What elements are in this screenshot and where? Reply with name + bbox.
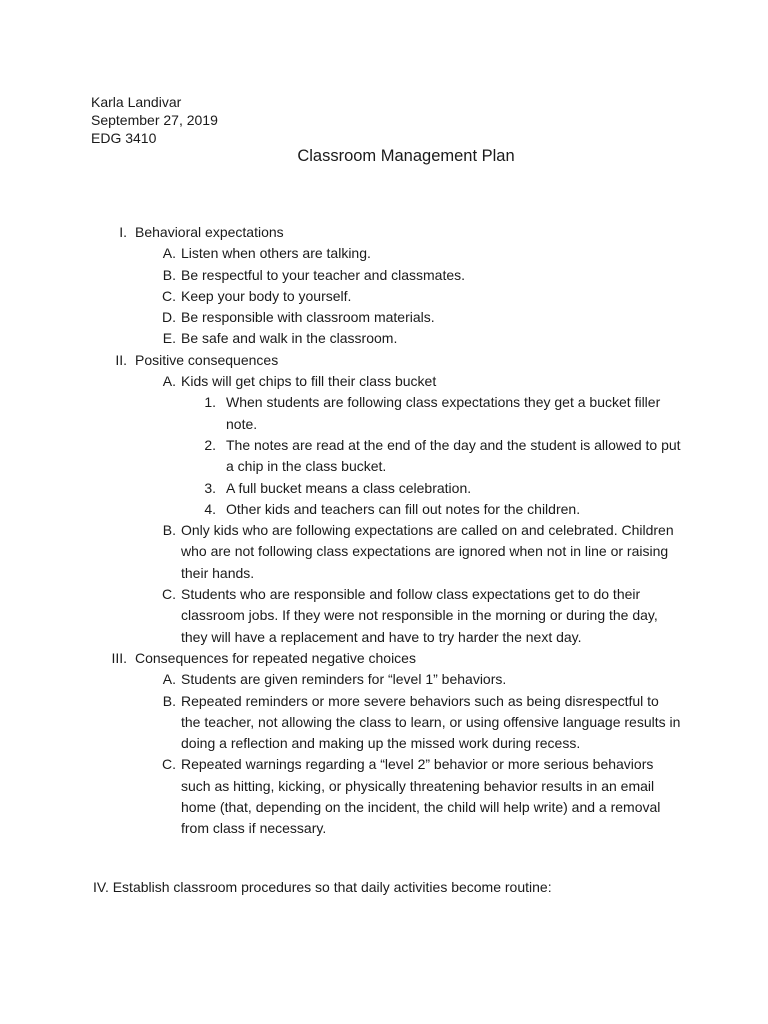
section-title: Positive consequences: [135, 351, 279, 368]
item-text: Only kids who are following expectations are called on and celebrated. Children who are not following class expectations are ignored when not in line or raising their hands.: [181, 522, 674, 581]
section-numeral: I.: [119, 224, 127, 240]
item-letter: B.: [162, 692, 176, 709]
list-item: [0, 669, 768, 690]
document-date: September 27, 2019: [91, 112, 218, 128]
section-title: Behavioral expectations: [135, 224, 284, 240]
section-heading: [0, 350, 768, 371]
item-text: Repeated warnings regarding a “level 2” behavior or more serious behaviors such as hitting, kicking, or physically threatening behavior results in an email home (that, depending on the incident, the child will help write) and a removal from class if necessary.: [181, 756, 661, 837]
sub-item-text: When students are following class expectations they get a bucket filler note.: [226, 394, 661, 432]
item-letter: B.: [162, 522, 176, 539]
sub-list-item: [0, 435, 768, 478]
sub-item-text: A full bucket means a class celebration.: [226, 479, 472, 496]
document-header: [91, 93, 218, 147]
sub-item-number: 4.: [204, 500, 216, 517]
section-heading: [0, 222, 768, 243]
item-letter: C.: [162, 756, 176, 773]
item-text: Listen when others are talking.: [181, 245, 371, 262]
item-letter: D.: [162, 309, 176, 326]
item-text: Repeated reminders or more severe behaviors such as being disrespectful to the teacher, not allowing the class to learn, or using offensive language results in doing a reflection and making up the missed work during recess.: [181, 692, 681, 752]
item-letter: A.: [162, 671, 176, 688]
item-text: Students are given reminders for “level 1” behaviors.: [181, 671, 507, 688]
item-text: Be safe and walk in the classroom.: [181, 330, 398, 347]
sub-item-text: The notes are read at the end of the day and the student is allowed to put a chip in the class bucket.: [226, 436, 681, 475]
section-numeral: III.: [111, 649, 127, 666]
item-letter: A.: [162, 245, 176, 262]
outline: [0, 222, 768, 840]
section-iv-heading: IV. Establish classroom procedures so that daily activities become routine:: [93, 879, 552, 895]
item-letter: C.: [162, 287, 176, 304]
item-letter: A.: [162, 373, 176, 390]
item-text: Be respectful to your teacher and classmates.: [181, 266, 466, 283]
item-letter: C.: [162, 586, 176, 603]
item-text: Students who are responsible and follow class expectations get to do their classroom jobs. If they were not responsible in the morning or during the day, they will have a replacement and have to try harder the next day.: [181, 586, 658, 645]
sub-item-number: 3.: [204, 479, 216, 496]
list-item: [0, 265, 768, 286]
sub-list-item: [0, 478, 768, 499]
page-title: Classroom Management Plan: [297, 147, 515, 165]
sub-item-text: Other kids and teachers can fill out notes for the children.: [226, 500, 581, 517]
item-letter: E.: [162, 330, 176, 347]
list-item: [0, 286, 768, 307]
author-name: Karla Landivar: [91, 94, 182, 110]
list-item: [0, 307, 768, 328]
list-item: [0, 520, 768, 584]
list-item: [0, 754, 768, 839]
sub-item-number: 1.: [204, 394, 216, 411]
list-item: [0, 584, 768, 648]
sub-list-item: [0, 499, 768, 520]
item-text: Kids will get chips to fill their class bucket: [181, 373, 437, 390]
section-numeral: II.: [115, 351, 127, 368]
list-item: [0, 371, 768, 392]
sub-item-number: 2.: [204, 436, 216, 453]
section-heading: [0, 648, 768, 669]
list-item: [0, 691, 768, 755]
list-item: [0, 243, 768, 264]
item-text: Keep your body to yourself.: [181, 287, 352, 304]
course-code: EDG 3410: [91, 130, 157, 146]
item-text: Be responsible with classroom materials.: [181, 309, 435, 326]
item-letter: B.: [162, 266, 176, 283]
sub-list-item: [0, 392, 768, 435]
list-item: [0, 328, 768, 349]
section-title: Consequences for repeated negative choices: [135, 649, 416, 666]
